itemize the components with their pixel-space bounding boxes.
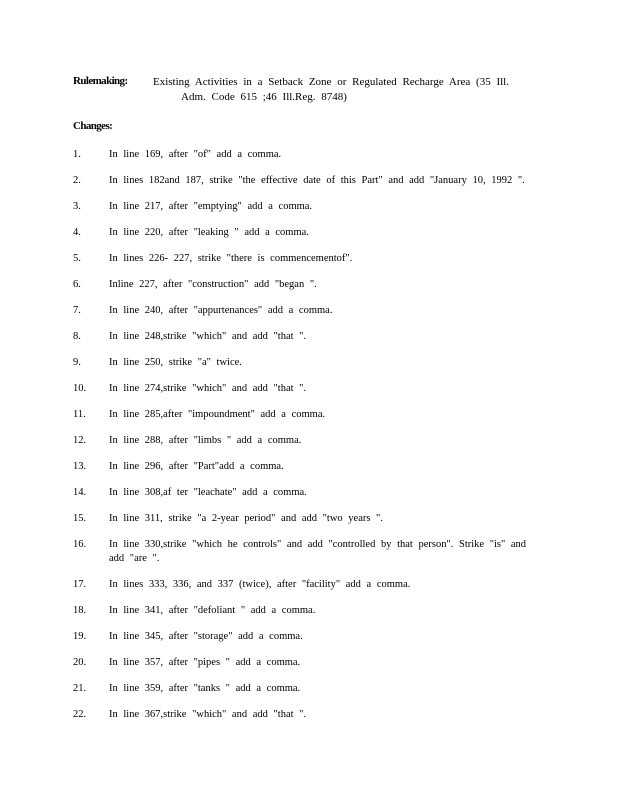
change-item-text: In lines 333, 336, and 337 (twice), after "facility" add a comma.: [109, 579, 411, 590]
change-item-number: 2.: [73, 175, 81, 186]
change-item-text: In line 248,strike "which" and add "that ".: [109, 331, 307, 342]
change-item-number: 18.: [73, 605, 87, 616]
change-item-number: 9.: [73, 357, 81, 368]
change-item-number: 15.: [73, 513, 87, 524]
change-item-text: In line 296, after "Part"add a comma.: [109, 461, 284, 472]
change-item-text: In line 345, after "storage" add a comma.: [109, 631, 303, 642]
change-item-text: In line 217, after "emptying" add a comma.: [109, 201, 313, 212]
change-item-text: In line 250, strike "a" twice.: [109, 357, 242, 368]
change-item-text: In line 240, after "appurtenances" add a comma.: [109, 305, 333, 316]
change-item-number: 3.: [73, 201, 81, 212]
rulemaking-label: Rulemaking:: [73, 75, 128, 87]
change-item-text: In line 311, strike "a 2-year period" and add "two years ".: [109, 513, 383, 524]
change-item-number: 22.: [73, 709, 87, 720]
change-item-number: 12.: [73, 435, 87, 446]
changes-label: Changes:: [73, 120, 113, 132]
change-item-text: In line 285,after "impoundment" add a comma.: [109, 409, 326, 420]
rulemaking-title-line2: Adm. Code 615 ;46 Ill.Reg. 8748): [181, 91, 347, 103]
change-item-text: In line 367,strike "which" and add "that ".: [109, 709, 307, 720]
change-item-text: In lines 182and 187, strike "the effective date of this Part" and add "January 10, 1992 ".: [109, 175, 525, 186]
change-item-number: 5.: [73, 253, 81, 264]
change-item-number: 16.: [73, 539, 87, 550]
change-item-number: 7.: [73, 305, 81, 316]
change-item-number: 6.: [73, 279, 81, 290]
change-item-text: In line 357, after "pipes " add a comma.: [109, 657, 301, 668]
change-item-text: In line 274,strike "which" and add "that ".: [109, 383, 307, 394]
change-item-number: 1.: [73, 149, 81, 160]
change-item-text: In line 330,strike "which he controls" and add "controlled by that person". Strike "is" and add "are ".: [109, 539, 527, 564]
change-item-number: 19.: [73, 631, 87, 642]
change-item-number: 14.: [73, 487, 87, 498]
change-item-number: 8.: [73, 331, 81, 342]
change-item-number: 4.: [73, 227, 81, 238]
change-item-number: 11.: [73, 409, 86, 420]
change-item-text: In line 359, after "tanks " add a comma.: [109, 683, 301, 694]
rulemaking-title: [153, 75, 553, 105]
change-item-number: 13.: [73, 461, 87, 472]
change-item-text: In line 169, after "of" add a comma.: [109, 149, 282, 160]
change-item-text: In lines 226- 227, strike "there is commencementof".: [109, 253, 353, 264]
change-item-text: In line 220, after "leaking " add a comma.: [109, 227, 309, 238]
change-item-number: 21.: [73, 683, 87, 694]
change-item-number: 20.: [73, 657, 87, 668]
change-item-text: In line 308,af ter "leachate" add a comma.: [109, 487, 307, 498]
change-item-number: 10.: [73, 383, 87, 394]
change-item-text: In line 341, after "defoliant " add a comma.: [109, 605, 316, 616]
change-item-number: 17.: [73, 579, 87, 590]
rulemaking-title-line1: Existing Activities in a Setback Zone or Regulated Recharge Area (35 Ill.: [153, 76, 509, 88]
change-item-text: Inline 227, after "construction" add "began ".: [109, 279, 317, 290]
change-item-text: In line 288, after "limbs " add a comma.: [109, 435, 302, 446]
